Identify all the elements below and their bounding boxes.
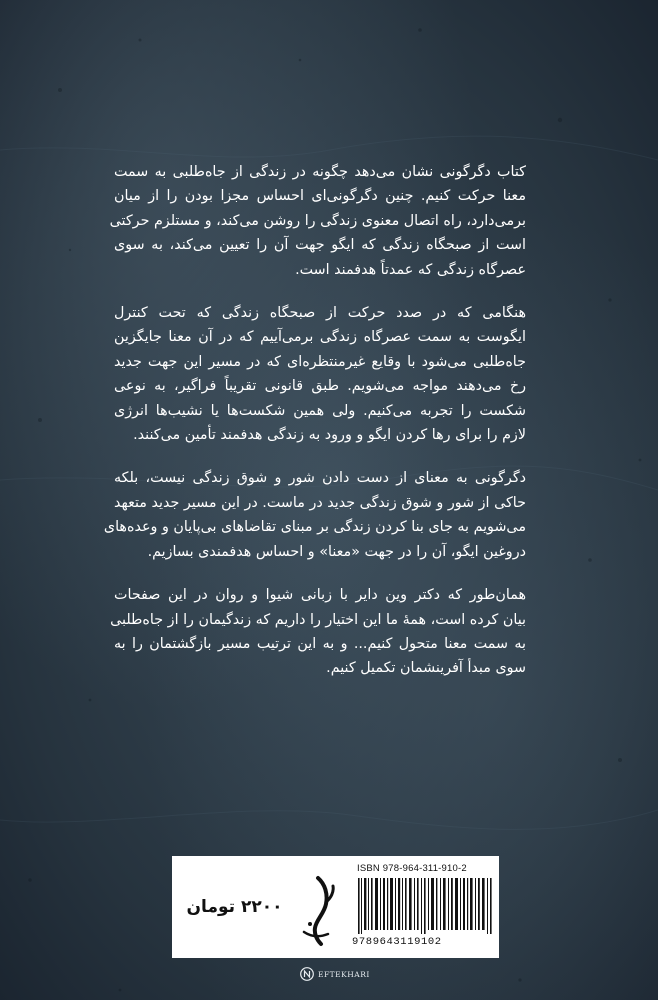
text-line: است از صبحگاه زندگی که ایگو جهت آن را تعیین می‌کند، به سوی	[114, 237, 526, 254]
price-label: ۲۲۰۰ تومان	[186, 897, 283, 917]
text-line: برمی‌دارد، راه اتصال معنوی زندگی را روشن می‌کند، و مستلزم حرکتی	[109, 212, 526, 229]
text-line: شکست را تجربه می‌کنیم. ولی همین شکست‌ها یا نشیب‌ها انرژی	[114, 402, 526, 419]
description-paragraph-3	[103, 466, 526, 564]
text-line: همان‌طور که دکتر وین دایر با زبانی شیوا و روان در این صفحات	[114, 587, 526, 604]
text-line: کتاب دگرگونی نشان می‌دهد چگونه در زندگی از جاه‌طلبی به سمت	[114, 164, 526, 180]
publisher-n-circle-icon	[300, 967, 314, 981]
text-line: رخ می‌دهند مواجه می‌شویم. طبق قانونی تقریباً فراگیر، به نوعی	[114, 378, 526, 395]
text-line: دگرگونی به معنای از دست دادن شور و شوق زندگی نیست، بلکه	[114, 470, 526, 487]
text-line: لازم را برای رها کردن ایگو و ورود به زندگی هدفمند تأمین می‌کنند.	[133, 427, 526, 444]
publisher-feather-logo-icon	[298, 874, 338, 948]
barcode-digits: 9789643119102	[352, 936, 442, 948]
publisher-brand-name: EFTEKHARI	[318, 969, 370, 979]
text-line: به سمت معنا متحول کنیم... و به این ترتیب مسیر بازگشتمان را به	[114, 635, 526, 652]
isbn-number: ISBN 978-964-311-910-2	[357, 863, 467, 874]
back-cover-description	[103, 160, 526, 700]
text-line: حاکی از شور و شوق زندگی جدید در ماست. در این مسیر جدید متعهد	[114, 494, 526, 511]
text-line: هنگامی که در صدد حرکت از صبحگاه زندگی که تحت کنترل	[114, 305, 526, 322]
publisher-brand	[300, 966, 370, 982]
barcode	[358, 878, 494, 934]
text-line: معنا حرکت کنیم. چنین دگرگونی‌ای احساس مجزا بودن را از میان	[114, 188, 526, 205]
description-paragraph-4	[110, 583, 526, 681]
text-line: سوی مبدأ آفرینشمان تکمیل کنیم.	[326, 660, 526, 677]
text-line: دروغین ایگو، آن را در جهت «معنا» و احساس هدفمندی بسازیم.	[147, 543, 526, 560]
description-paragraph-2	[114, 301, 526, 447]
text-line: جاه‌طلبی می‌شود با وقایع غیرمنتظره‌ای که در مسیر این جهت جدید	[114, 353, 526, 370]
text-line: عصرگاه زندگی که عمدتاً هدفمند است.	[295, 261, 526, 278]
text-line: بیان کرده است، همهٔ ما این اختیار را داریم که زندگیمان را از جاه‌طلبی	[110, 611, 526, 628]
price-barcode-label	[172, 856, 499, 958]
description-paragraph-1	[109, 160, 526, 282]
text-line: می‌شویم به جای بنا کردن زندگی بر مبنای تقاضاهای بی‌پایان و وعده‌های	[103, 519, 526, 536]
text-line: ایگوست به سمت عصرگاه زندگی برمی‌آییم که در آن معنا جایگزین	[114, 329, 526, 346]
